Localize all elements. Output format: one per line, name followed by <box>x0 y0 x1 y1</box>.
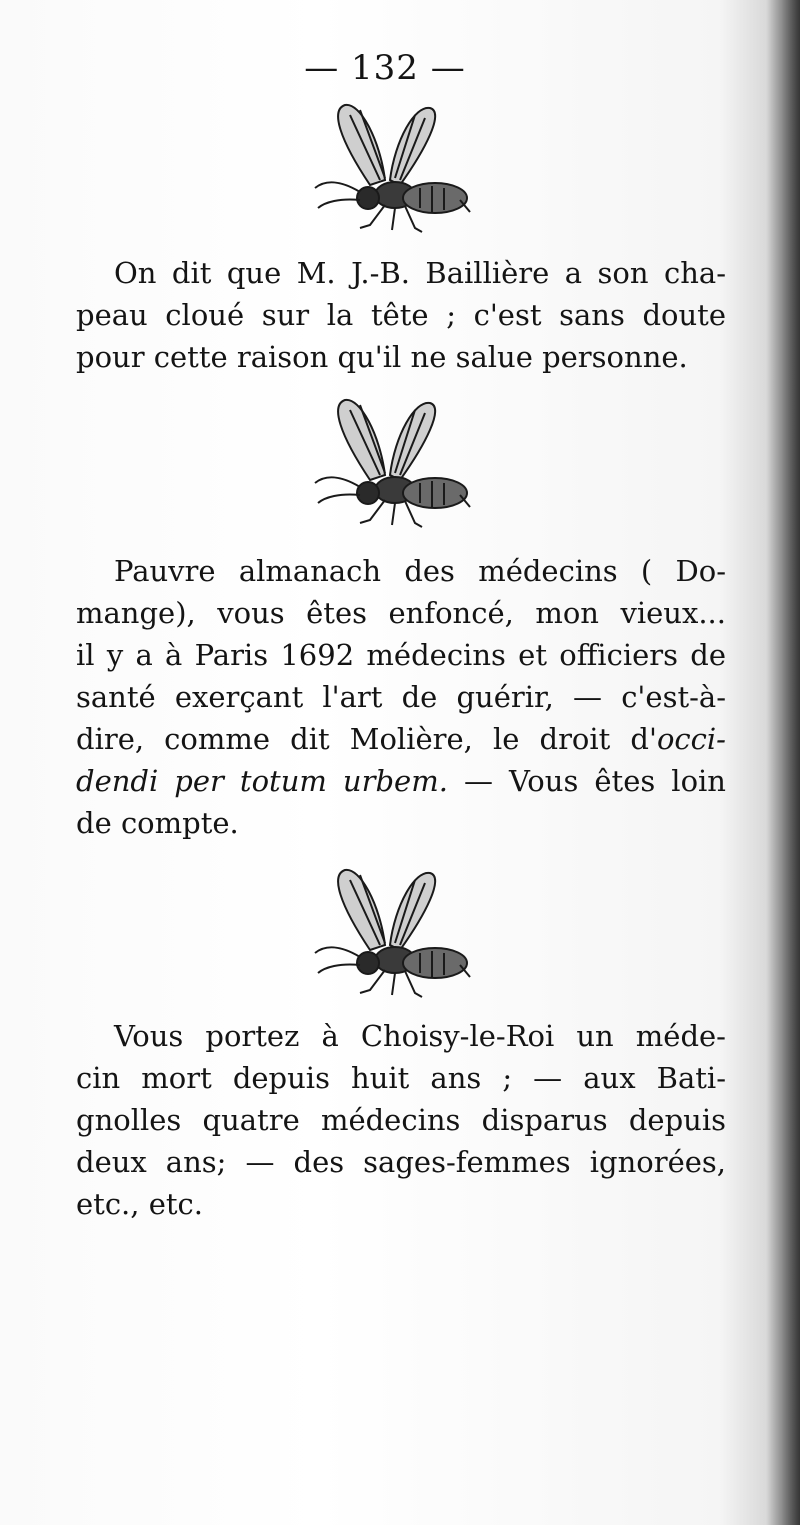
paragraph-line: mange), vous êtes enfoncé, mon vieux... <box>76 596 726 630</box>
italic-segment: dendi per totum urbem. <box>76 764 448 798</box>
paragraph-line: gnolles quatre médecins disparus depuis <box>76 1103 726 1137</box>
wasp-icon <box>300 395 480 535</box>
paragraph-line: peau cloué sur la tête ; c'est sans doute <box>76 298 726 332</box>
paragraph-line: On dit que M. J.-B. Baillière a son cha- <box>114 256 726 290</box>
book-spine-shadow <box>766 0 800 1525</box>
paragraph-1 <box>76 252 726 378</box>
paragraph-line: Vous portez à Choisy-le-Roi un méde- <box>114 1019 726 1053</box>
paragraph-line: il y a à Paris 1692 médecins et officiers de <box>76 638 726 672</box>
page-number: — 132 — <box>304 48 466 88</box>
paragraph-line <box>76 760 726 802</box>
paragraph-line: deux ans; — des sages-femmes ignorées, <box>76 1145 726 1179</box>
paragraph-2 <box>76 550 726 844</box>
paragraph-line: cin mort depuis huit ans ; — aux Bati- <box>76 1061 726 1095</box>
text-segment: — Vous êtes loin <box>447 764 726 798</box>
wasp-icon <box>300 865 480 1005</box>
italic-segment: occi- <box>656 722 726 756</box>
paragraph-line: etc., etc. <box>76 1187 203 1221</box>
wasp-icon <box>300 100 480 240</box>
paragraph-line <box>76 718 726 760</box>
paragraph-line: Pauvre almanach des médecins ( Do- <box>114 554 726 588</box>
paragraph-line: pour cette raison qu'il ne salue personne. <box>76 340 688 374</box>
paragraph-line: de compte. <box>76 806 239 840</box>
text-segment: dire, comme dit Molière, le droit d' <box>76 722 657 756</box>
paragraph-line: santé exerçant l'art de guérir, — c'est-à- <box>76 680 726 714</box>
paragraph-3 <box>76 1015 726 1225</box>
